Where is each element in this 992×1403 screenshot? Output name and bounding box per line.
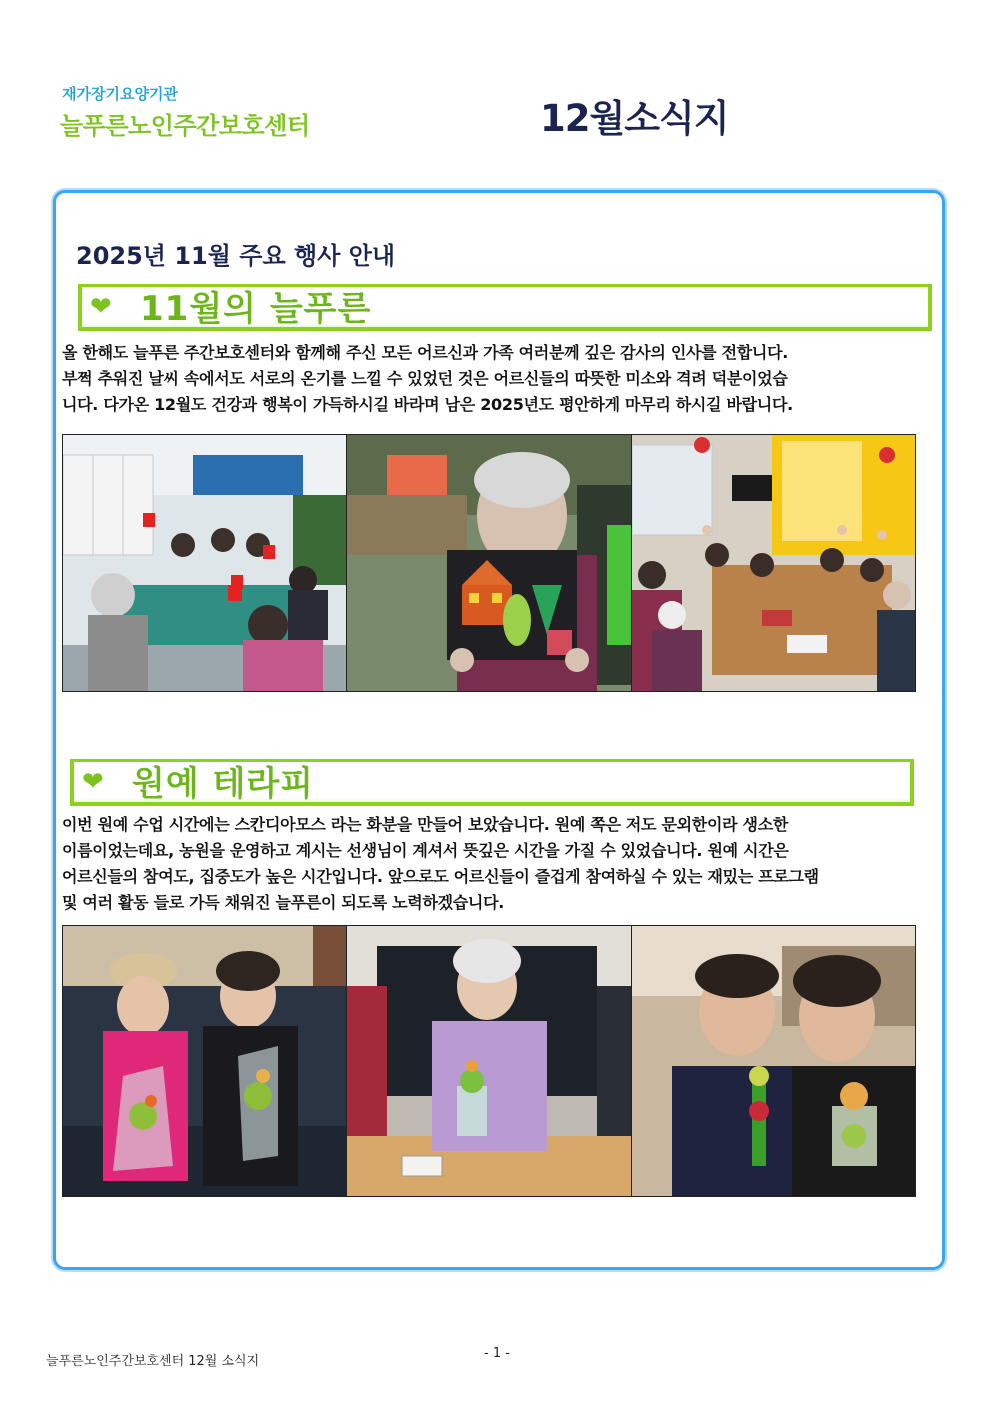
section-bar-november <box>78 284 932 331</box>
section-title: 11월의 늘푸른 <box>140 289 372 329</box>
footer-page-number: - 1 - <box>484 1346 510 1361</box>
photo-row-november <box>62 434 916 692</box>
org-name: 늘푸른노인주간보호센터 <box>60 112 310 140</box>
heart-icon: ❤ <box>90 292 112 322</box>
page-title: 12월소식지 <box>540 97 729 140</box>
org-subtitle: 재가장기요양기관 <box>62 85 178 103</box>
paragraph-line: 올 한해도 늘푸른 주간보호센터와 함께해 주신 모든 어르신과 가족 여러분께 깊은 감사의 인사를 전합니다. <box>62 343 789 362</box>
section-paragraph-gardening <box>62 812 942 916</box>
footer-center-name: 늘푸른노인주간보호센터 12월 소식지 <box>46 1354 260 1369</box>
paragraph-line: 부쩍 추워진 날씨 속에서도 서로의 온기를 느낄 수 있었던 것은 어르신들의 따뜻한 미소와 격려 덕분이었습 <box>62 369 788 388</box>
photo-row-gardening <box>62 925 916 1197</box>
paragraph-line: 니다. 다가온 12월도 건강과 행복이 가득하시길 바라며 남은 2025년도 평안하게 마무리 하시길 바랍니다. <box>62 395 793 414</box>
photo <box>63 435 347 691</box>
section-title: 원예 테라피 <box>132 764 315 804</box>
photo <box>347 926 631 1196</box>
paragraph-line: 이번 원예 수업 시간에는 스칸디아모스 라는 화분을 만들어 보았습니다. 원예 쪽은 저도 문외한이라 생소한 <box>62 815 789 834</box>
photo <box>632 435 915 691</box>
photo <box>63 926 347 1196</box>
section-bar-gardening <box>70 759 914 806</box>
heart-icon: ❤ <box>82 767 104 797</box>
paragraph-line: 및 여러 활동 들로 가득 채워진 늘푸른이 되도록 노력하겠습니다. <box>62 893 504 912</box>
paragraph-line: 어르신들의 참여도, 집중도가 높은 시간입니다. 앞으로도 어르신들이 즐겁게 참여하실 수 있는 재밌는 프로그램 <box>62 867 819 886</box>
photo <box>632 926 915 1196</box>
event-heading: 2025년 11월 주요 행사 안내 <box>76 242 396 270</box>
photo <box>347 435 631 691</box>
paragraph-line: 이름이었는데요, 농원을 운영하고 계시는 선생님이 계셔서 뜻깊은 시간을 가질 수 있었습니다. 원예 시간은 <box>62 841 789 860</box>
section-paragraph-november <box>62 340 942 418</box>
